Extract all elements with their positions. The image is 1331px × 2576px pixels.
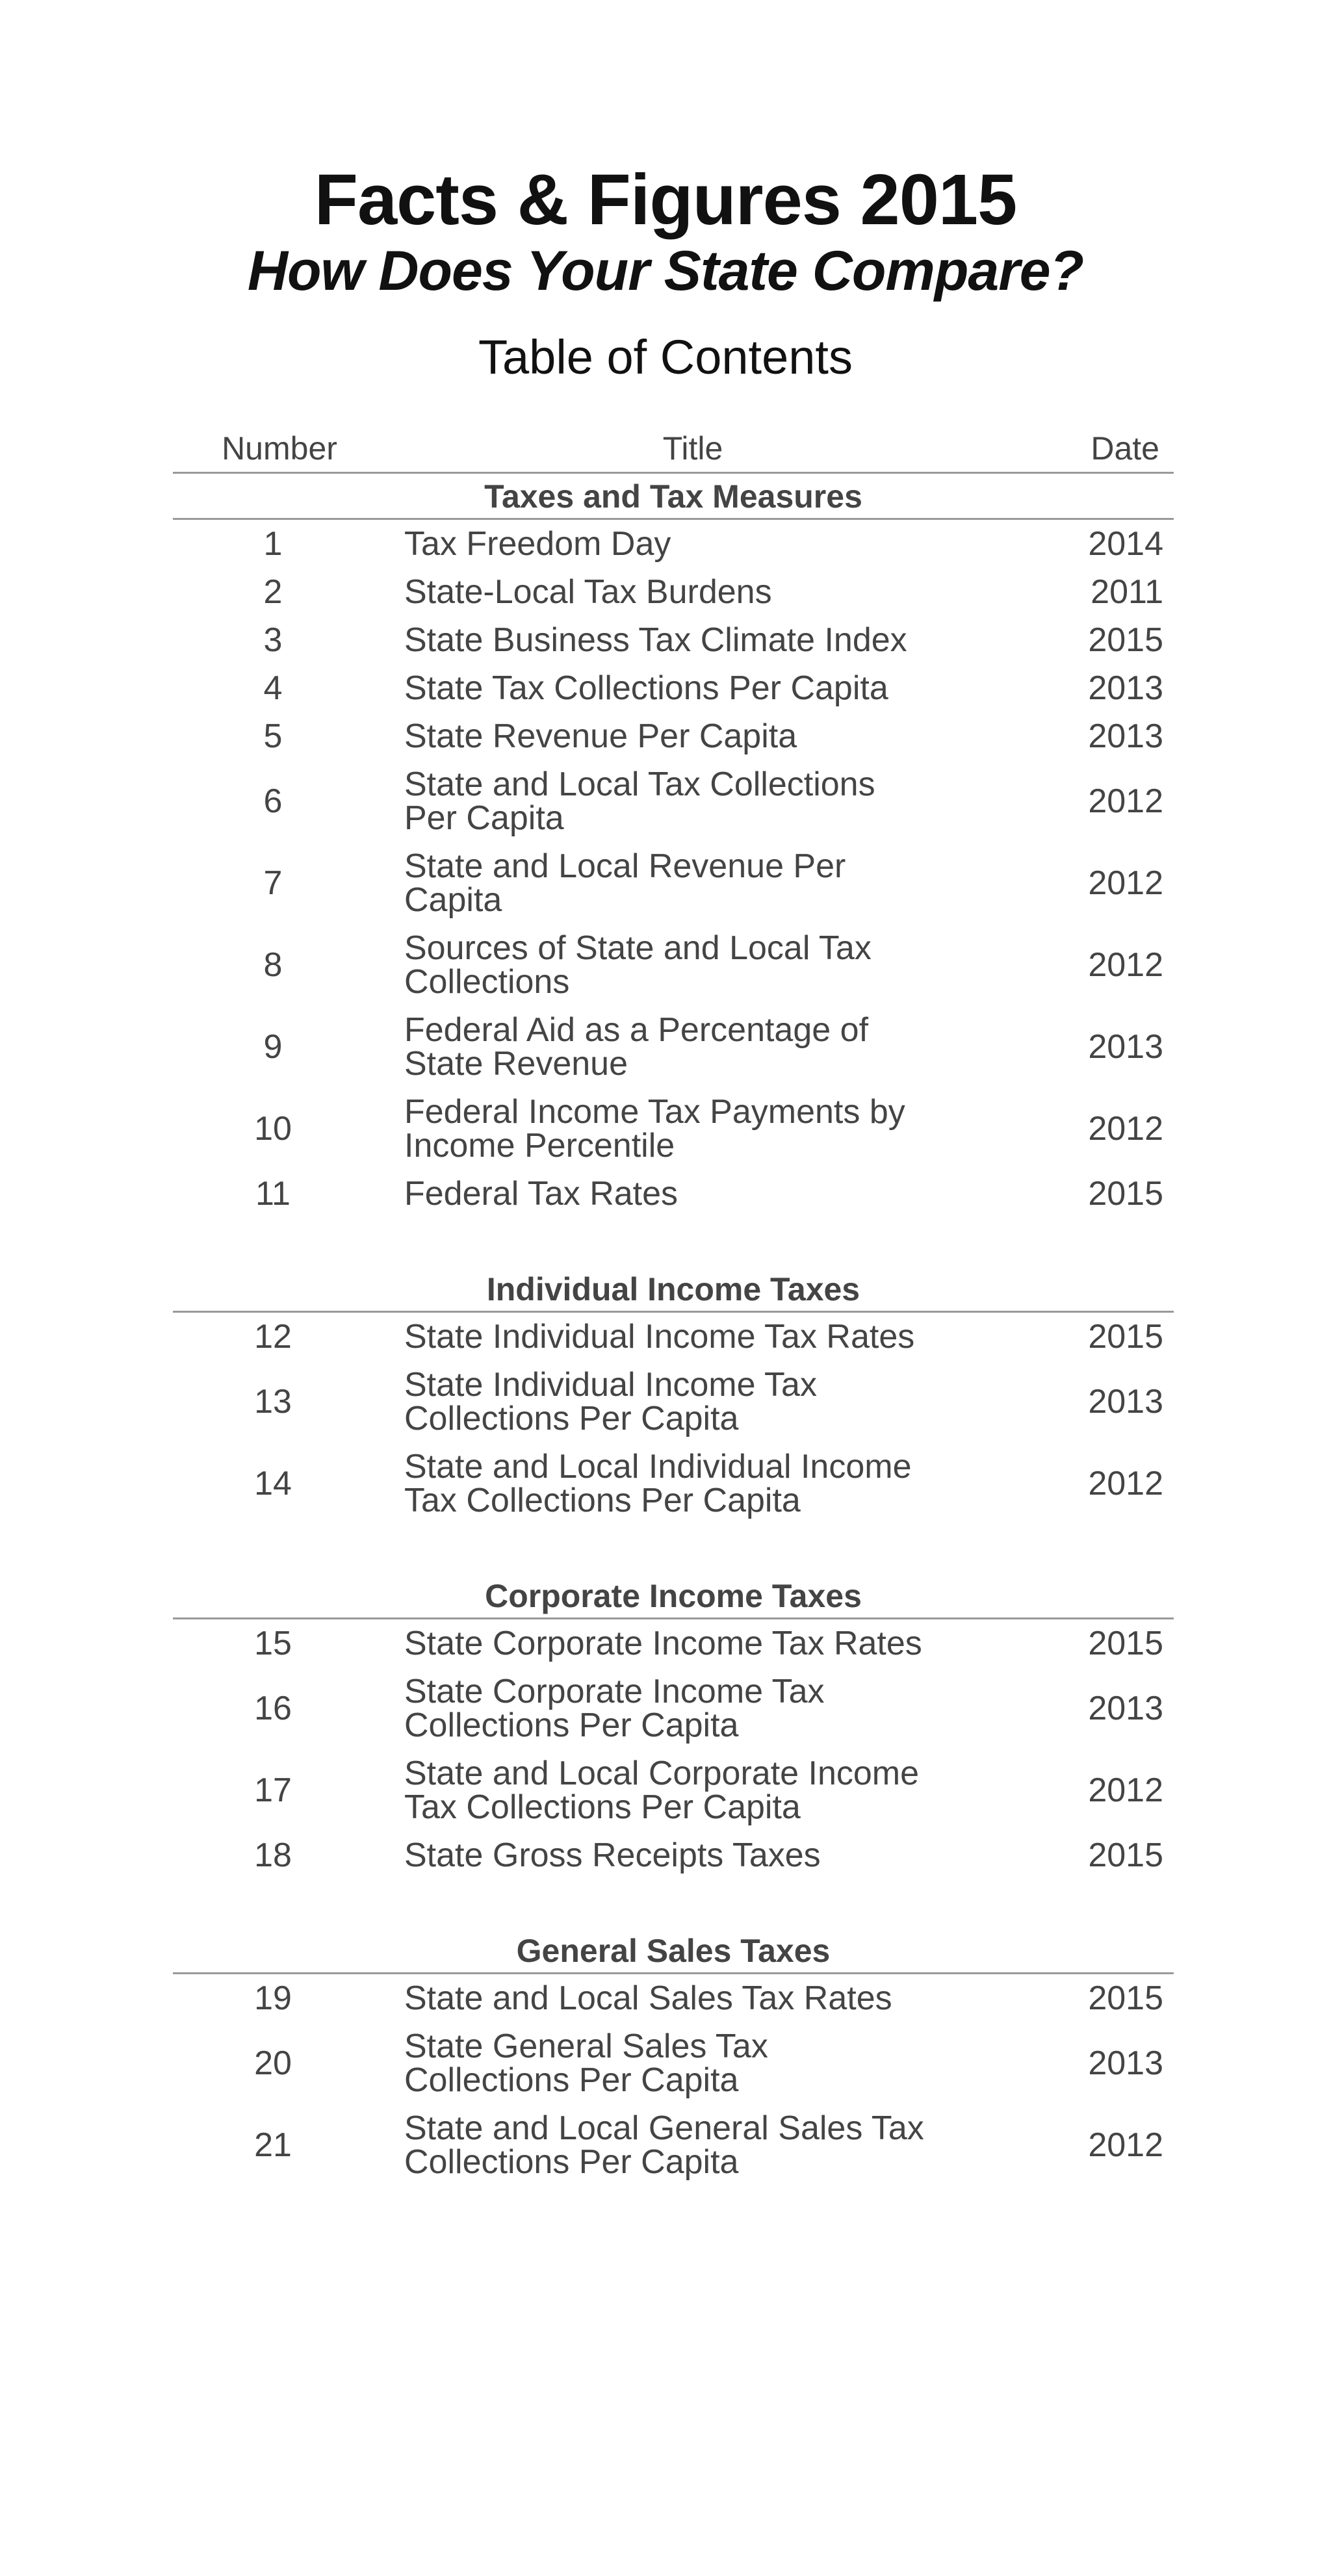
toc-row-number: 17 bbox=[254, 1771, 292, 1809]
toc-row-number: 21 bbox=[254, 2126, 292, 2164]
toc-row-number: 13 bbox=[254, 1383, 292, 1421]
column-header-date: Date bbox=[1091, 430, 1159, 467]
toc-row-date: 2013 bbox=[1088, 2044, 1163, 2082]
toc-row bbox=[173, 1443, 1174, 1525]
toc-row-title bbox=[404, 1450, 989, 1517]
section-spacer bbox=[173, 1218, 1174, 1267]
toc-row-number-cell bbox=[173, 2126, 331, 2165]
toc-row-title bbox=[404, 575, 989, 609]
toc-row-number-cell bbox=[173, 1771, 331, 1810]
page-title: Facts & Figures 2015 bbox=[314, 160, 1017, 240]
toc-row-date: 2015 bbox=[1088, 1979, 1163, 2017]
toc-row-number-cell bbox=[173, 1382, 331, 1421]
toc-row-date: 2011 bbox=[1091, 573, 1163, 611]
toc-row-title-line: Federal Tax Rates bbox=[404, 1175, 678, 1213]
toc-row bbox=[173, 1006, 1174, 1088]
toc-row-title-line: Sources of State and Local Tax bbox=[404, 929, 872, 967]
toc-row-title-line: Collections Per Capita bbox=[404, 1707, 739, 1744]
toc-row bbox=[173, 616, 1174, 664]
toc-row bbox=[173, 1974, 1174, 2022]
toc-row-title bbox=[404, 1320, 989, 1354]
toc-row bbox=[173, 712, 1174, 760]
toc-row-title-line: State Corporate Income Tax bbox=[404, 1673, 825, 1710]
toc-row-title-line: State-Local Tax Burdens bbox=[404, 573, 772, 611]
toc-row-title-line: State and Local Revenue Per bbox=[404, 847, 846, 885]
toc-row bbox=[173, 1668, 1174, 1749]
toc-row-title bbox=[404, 2029, 989, 2097]
toc-heading: Table of Contents bbox=[478, 330, 853, 384]
toc-row-title bbox=[404, 1838, 989, 1872]
toc-row-title-line: Tax Collections Per Capita bbox=[404, 1788, 801, 1826]
toc-row bbox=[173, 1361, 1174, 1443]
toc-row-date: 2014 bbox=[1088, 525, 1163, 563]
toc-row-title-line: Collections Per Capita bbox=[404, 1400, 739, 1437]
toc-row-title-line: State Gross Receipts Taxes bbox=[404, 1836, 821, 1874]
section-rows bbox=[173, 1619, 1174, 1879]
column-header-row bbox=[173, 425, 1174, 474]
toc-row-title bbox=[404, 671, 989, 705]
toc-row-number: 19 bbox=[254, 1979, 292, 2017]
toc-row-number-cell bbox=[173, 1979, 331, 2018]
toc-row-number: 4 bbox=[263, 669, 283, 707]
toc-row-title bbox=[404, 527, 989, 561]
toc-row bbox=[173, 664, 1174, 712]
toc-row-number: 18 bbox=[254, 1836, 292, 1874]
toc-row-number-cell bbox=[173, 1689, 331, 1728]
toc-row-number-cell bbox=[173, 621, 331, 660]
toc-row-number: 10 bbox=[254, 1110, 292, 1148]
toc-row-number-cell bbox=[173, 1027, 331, 1066]
toc-row-date: 2015 bbox=[1088, 1625, 1163, 1662]
toc-row-date: 2012 bbox=[1088, 1110, 1163, 1148]
toc-row-number: 2 bbox=[263, 573, 283, 611]
section-rows bbox=[173, 520, 1174, 1218]
toc-row-title-line: State Individual Income Tax bbox=[404, 1366, 817, 1404]
toc-row-title-line: Federal Income Tax Payments by bbox=[404, 1093, 905, 1131]
toc-row-title bbox=[404, 2111, 989, 2179]
toc-row bbox=[173, 1088, 1174, 1170]
column-header-number: Number bbox=[222, 430, 337, 467]
toc-row bbox=[173, 568, 1174, 616]
toc-row-date: 2012 bbox=[1088, 1465, 1163, 1502]
toc-row-title bbox=[404, 767, 989, 835]
toc-row-number: 1 bbox=[263, 525, 283, 563]
toc-row bbox=[173, 1749, 1174, 1831]
toc-row bbox=[173, 1619, 1174, 1668]
toc-row-number-cell bbox=[173, 1624, 331, 1663]
toc-row-number-cell bbox=[173, 1464, 331, 1503]
section-spacer bbox=[173, 1525, 1174, 1573]
toc-row-title bbox=[404, 1675, 989, 1742]
toc-row-date: 2013 bbox=[1088, 1383, 1163, 1421]
toc-row-title bbox=[404, 1177, 989, 1211]
toc-row-title-line: Tax Freedom Day bbox=[404, 525, 671, 563]
toc-row-date: 2013 bbox=[1088, 717, 1163, 755]
toc-row-number: 16 bbox=[254, 1690, 292, 1727]
toc-row-title-line: State Business Tax Climate Index bbox=[404, 621, 907, 659]
page-subtitle: How Does Your State Compare? bbox=[247, 240, 1084, 302]
toc-row-date: 2012 bbox=[1088, 2126, 1163, 2164]
section-heading: Corporate Income Taxes bbox=[173, 1573, 1174, 1619]
toc-row-number-cell bbox=[173, 1836, 331, 1875]
toc-row-date: 2013 bbox=[1088, 669, 1163, 707]
toc-row-number-cell bbox=[173, 1109, 331, 1148]
toc-row-date: 2015 bbox=[1088, 1836, 1163, 1874]
toc-row-date: 2013 bbox=[1088, 1028, 1163, 1066]
toc-row-date: 2015 bbox=[1088, 1175, 1163, 1213]
toc-row-title-line: State and Local Individual Income bbox=[404, 1448, 912, 1486]
toc-row-number: 14 bbox=[254, 1465, 292, 1502]
toc-row-title bbox=[404, 931, 989, 999]
toc-sections bbox=[173, 474, 1174, 2186]
toc-row-title-line: Income Percentile bbox=[404, 1127, 675, 1165]
toc-row-title-line: State General Sales Tax bbox=[404, 2028, 768, 2065]
toc-row-number-cell bbox=[173, 524, 331, 563]
toc-row-title bbox=[404, 1981, 989, 2015]
section-heading: General Sales Taxes bbox=[173, 1928, 1174, 1974]
toc-row-title-line: Collections bbox=[404, 963, 570, 1001]
toc-row-number: 5 bbox=[263, 717, 283, 755]
toc-row-date: 2012 bbox=[1088, 1771, 1163, 1809]
toc-row-title-line: State and Local General Sales Tax bbox=[404, 2109, 924, 2147]
toc-row-number: 9 bbox=[263, 1028, 283, 1066]
toc-row-number: 11 bbox=[255, 1175, 291, 1213]
toc-row-title-line: State Revenue Per Capita bbox=[404, 717, 797, 755]
toc-row-title-line: State Revenue bbox=[404, 1045, 628, 1083]
toc-row bbox=[173, 1313, 1174, 1361]
column-header-title: Title bbox=[662, 430, 723, 467]
toc-table bbox=[173, 425, 1174, 2186]
toc-row-title bbox=[404, 1095, 989, 1163]
toc-row-date: 2012 bbox=[1088, 946, 1163, 984]
section-heading: Individual Income Taxes bbox=[173, 1267, 1174, 1313]
toc-row-number-cell bbox=[173, 669, 331, 708]
toc-row-number-cell bbox=[173, 717, 331, 756]
toc-row bbox=[173, 1170, 1174, 1218]
toc-row-number-cell bbox=[173, 864, 331, 903]
toc-row-title-line: Federal Aid as a Percentage of bbox=[404, 1011, 869, 1049]
toc-row-number-cell bbox=[173, 782, 331, 821]
toc-row-title-line: Capita bbox=[404, 881, 502, 919]
toc-row-title-line: Collections Per Capita bbox=[404, 2143, 739, 2181]
toc-row-date: 2015 bbox=[1088, 1318, 1163, 1356]
toc-row-number: 8 bbox=[263, 946, 283, 984]
toc-row-title-line: Per Capita bbox=[404, 799, 564, 837]
toc-row-title bbox=[404, 1013, 989, 1081]
toc-row-title-line: State Corporate Income Tax Rates bbox=[404, 1625, 922, 1662]
toc-row-title-line: State and Local Tax Collections bbox=[404, 766, 875, 803]
toc-row bbox=[173, 2022, 1174, 2104]
toc-row-date: 2015 bbox=[1088, 621, 1163, 659]
toc-row-number-cell bbox=[173, 573, 331, 612]
toc-row-title-line: Tax Collections Per Capita bbox=[404, 1482, 801, 1519]
section-heading: Taxes and Tax Measures bbox=[173, 474, 1174, 520]
toc-row-date: 2012 bbox=[1088, 864, 1163, 902]
toc-row-title bbox=[404, 623, 989, 657]
toc-row-number-cell bbox=[173, 2044, 331, 2083]
toc-row-date: 2012 bbox=[1088, 782, 1163, 820]
toc-row-number-cell bbox=[173, 1317, 331, 1356]
toc-row-title bbox=[404, 1627, 989, 1660]
toc-row-title-line: State and Local Corporate Income bbox=[404, 1755, 920, 1792]
toc-row-number-cell bbox=[173, 946, 331, 985]
toc-row-number: 15 bbox=[254, 1625, 292, 1662]
toc-row-number: 7 bbox=[263, 864, 283, 902]
toc-row bbox=[173, 1831, 1174, 1879]
toc-row bbox=[173, 2104, 1174, 2186]
toc-row-title bbox=[404, 849, 989, 917]
toc-row bbox=[173, 520, 1174, 568]
toc-row-title bbox=[404, 719, 989, 753]
section-rows bbox=[173, 1974, 1174, 2186]
section-spacer bbox=[173, 1879, 1174, 1928]
toc-row-title bbox=[404, 1368, 989, 1436]
toc-row-title bbox=[404, 1757, 989, 1824]
toc-row-title-line: State Tax Collections Per Capita bbox=[404, 669, 888, 707]
toc-row-title-line: State Individual Income Tax Rates bbox=[404, 1318, 915, 1356]
toc-row-title-line: State and Local Sales Tax Rates bbox=[404, 1979, 892, 2017]
toc-row-number: 3 bbox=[263, 621, 283, 659]
toc-row bbox=[173, 760, 1174, 842]
toc-row bbox=[173, 842, 1174, 924]
toc-row-date: 2013 bbox=[1088, 1690, 1163, 1727]
section-rows bbox=[173, 1313, 1174, 1525]
toc-row-number: 6 bbox=[263, 782, 283, 820]
toc-row-title-line: Collections Per Capita bbox=[404, 2061, 739, 2099]
toc-row-number-cell bbox=[173, 1174, 331, 1213]
toc-row-number: 20 bbox=[254, 2044, 292, 2082]
toc-row-number: 12 bbox=[254, 1318, 292, 1356]
toc-row bbox=[173, 924, 1174, 1006]
